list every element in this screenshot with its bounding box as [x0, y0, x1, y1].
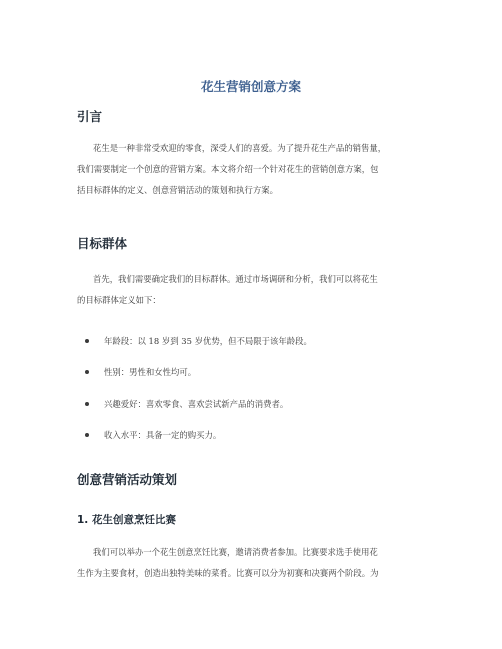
target-line-2: 的目标群体定义如下： — [77, 295, 161, 305]
document-title: 花生营销创意方案 — [200, 79, 301, 94]
bullet-icon — [85, 402, 89, 406]
bullet-icon — [85, 433, 89, 437]
target-line-1: 首先，我们需要确定我们的目标群体。通过市场调研和分析，我们可以将花生 — [93, 274, 378, 284]
bullet-icon — [85, 370, 89, 374]
target-bullet-list — [84, 334, 312, 459]
bullet-text: 收入水平：具备一定的购买力。 — [104, 429, 222, 440]
bullet-text: 年龄段：以 18 岁到 35 岁优势，但不局限于该年龄段。 — [104, 336, 312, 346]
planning-paragraph — [77, 542, 429, 584]
intro-paragraph — [77, 138, 429, 201]
heading-target-group: 目标群体 — [77, 236, 128, 251]
intro-line-2: 我们需要制定一个创意的营销方案。本文将介绍一个针对花生的营销创意方案，包 — [77, 164, 379, 174]
list-item — [84, 334, 312, 365]
bullet-text: 性别：男性和女性均可。 — [104, 367, 197, 378]
list-item — [84, 428, 312, 459]
list-item — [84, 365, 312, 396]
intro-line-3: 括目标群体的定义、创意营销活动的策划和执行方案。 — [77, 185, 278, 195]
heading-planning: 创意营销活动策划 — [77, 472, 178, 487]
bullet-text: 兴趣爱好：喜欢零食、喜欢尝试新产品的消费者。 — [104, 398, 289, 409]
heading-intro: 引言 — [77, 109, 103, 124]
target-paragraph — [77, 269, 429, 311]
subheading-cooking-contest: 1. 花生创意烹饪比赛 — [77, 514, 176, 526]
planning-line-1: 我们可以举办一个花生创意烹饪比赛，邀请消费者参加。比赛要求选手使用花 — [93, 547, 378, 557]
bullet-icon — [85, 339, 89, 343]
list-item — [84, 397, 312, 428]
intro-line-1: 花生是一种非常受欢迎的零食，深受人们的喜爱。为了提升花生产品的销售量， — [93, 143, 387, 153]
planning-line-2: 生作为主要食材，创造出独特美味的菜肴。比赛可以分为初赛和决赛两个阶段。为 — [77, 568, 379, 578]
